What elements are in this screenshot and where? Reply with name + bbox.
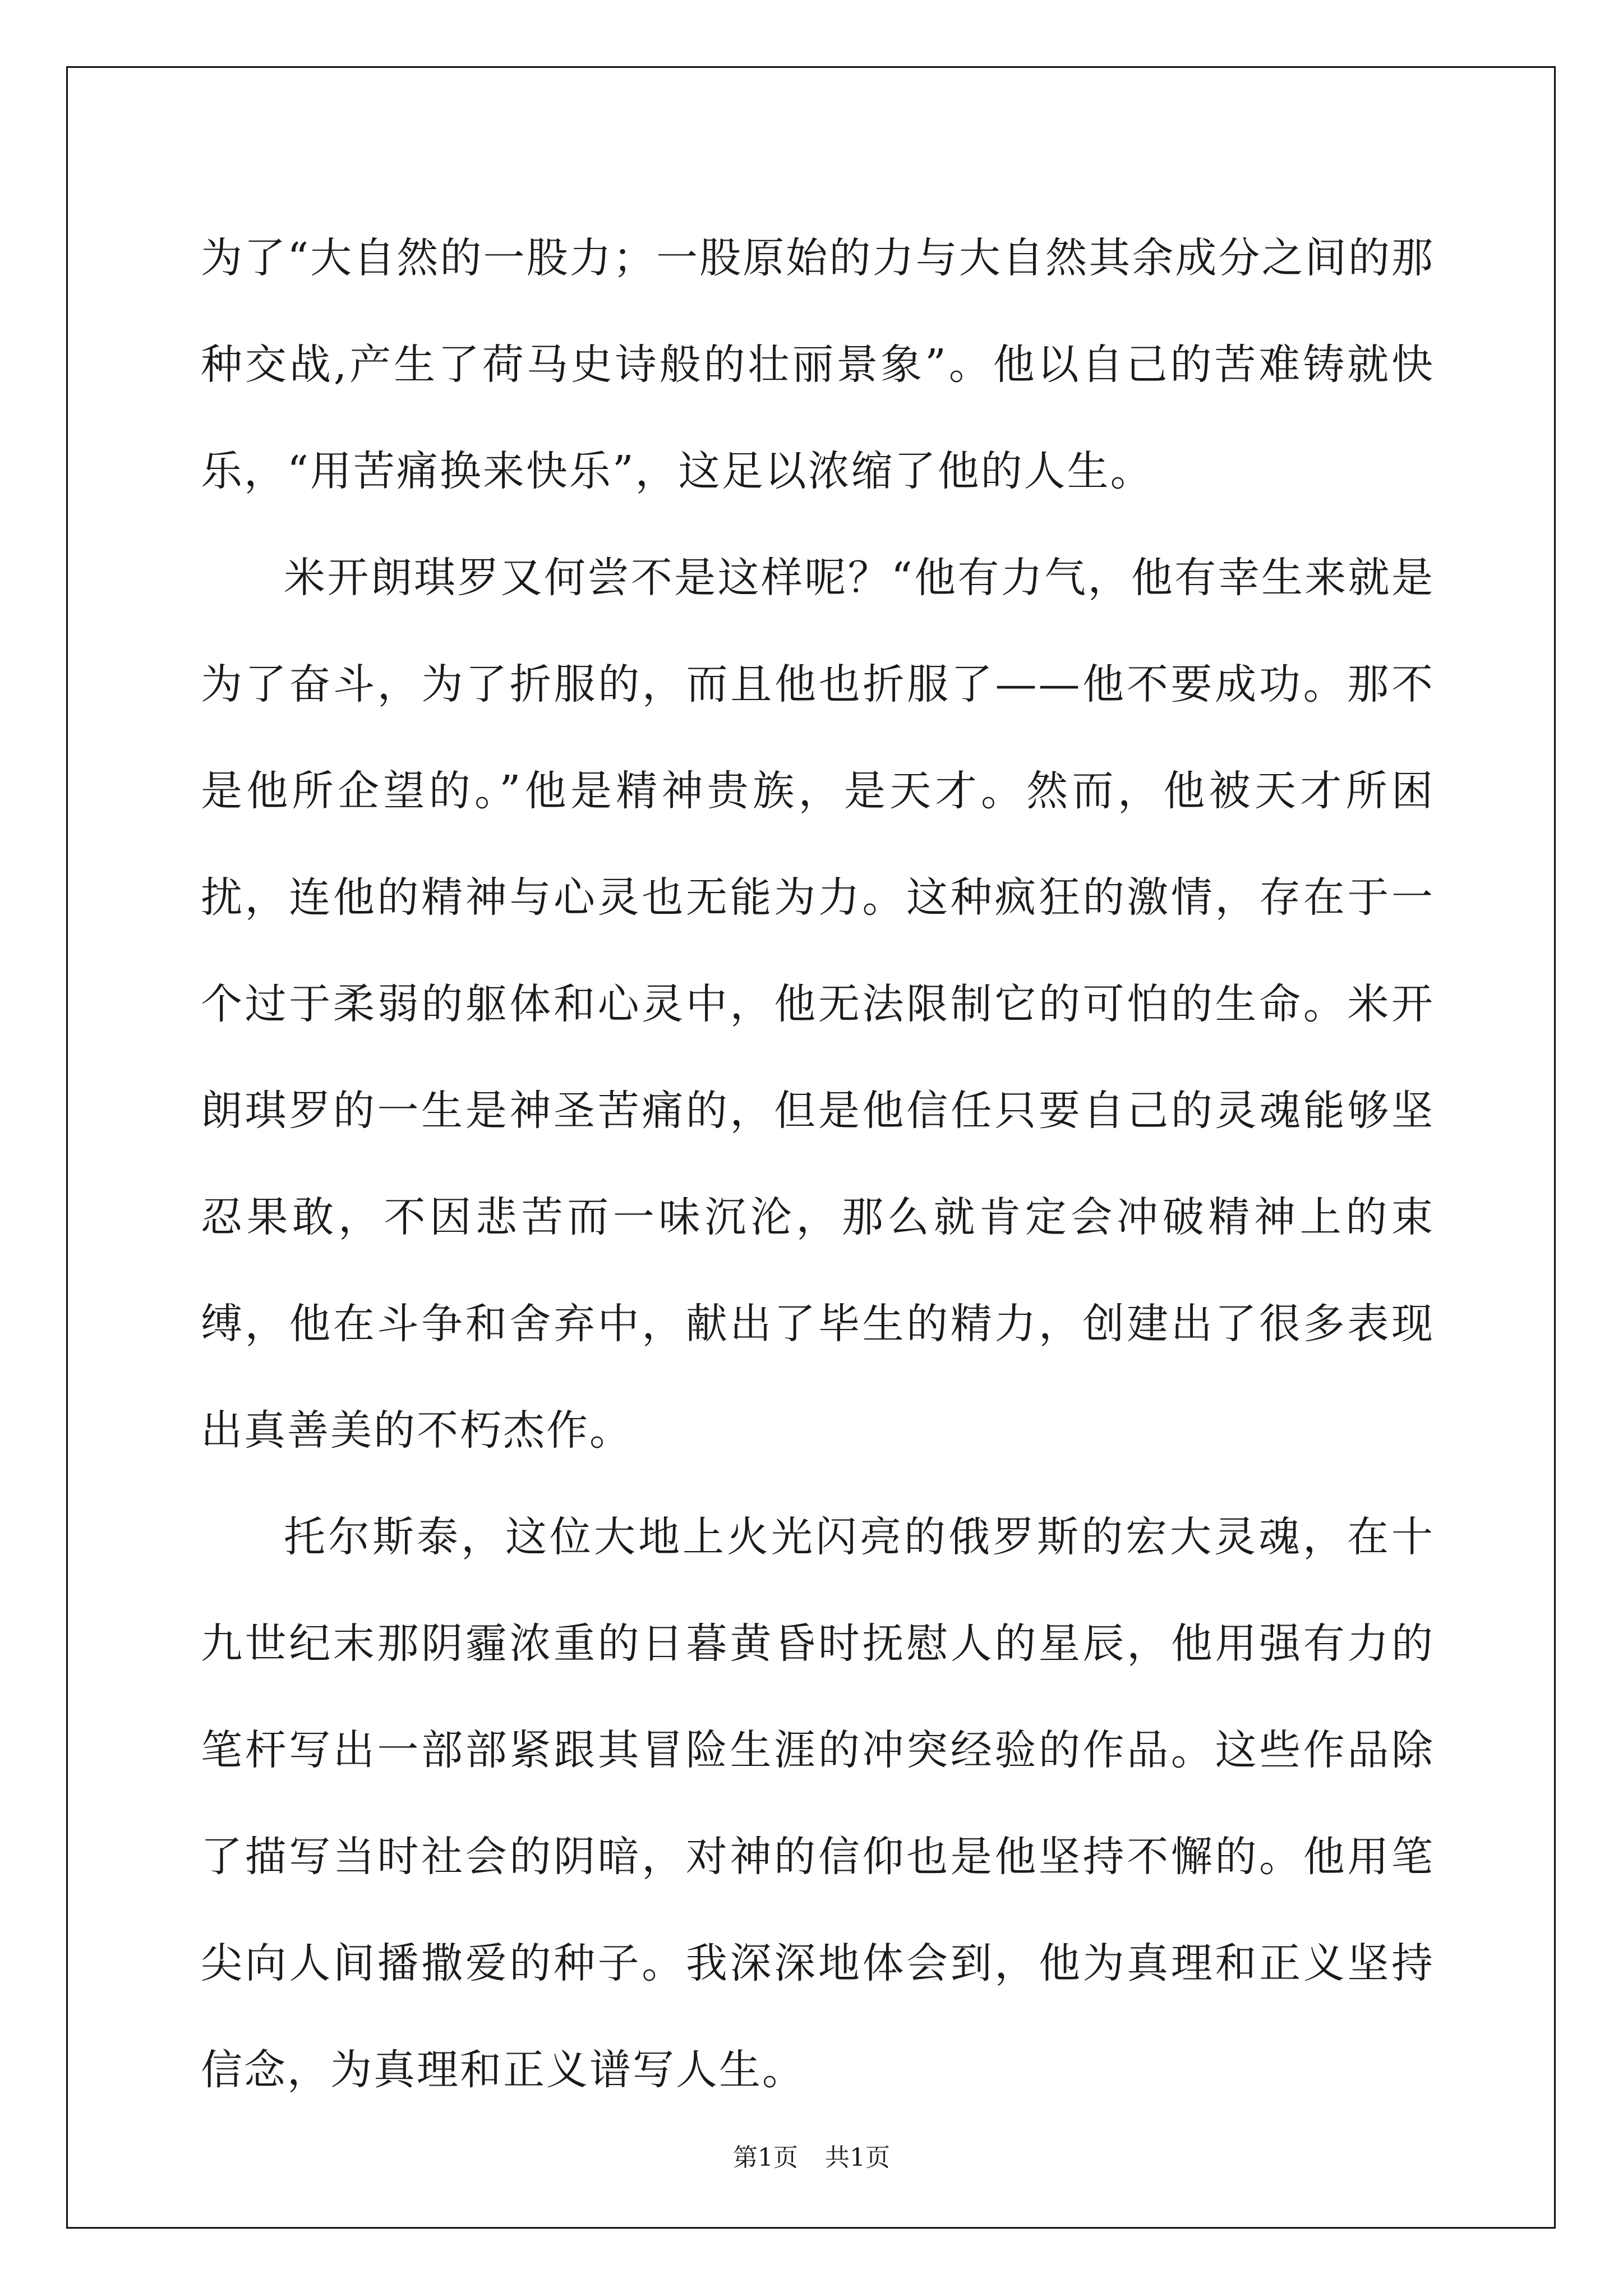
paragraph-michelangelo: 米开朗琪罗又何尝不是这样呢？“他有力气，他有幸生来就是为了奋斗，为了折服的，而且他也折服了——他不要成功。那不是他所企望的。”他是精神贵族，是天才。然而，他被天才所困扰，连他的精神与心灵也无能为力。这种疯狂的激情，存在于一个过于柔弱的躯体和心灵中，他无法限制它的可怕的生命。米开朗琪罗的一生是神圣苦痛的，但是他信任只要自己的灵魂能够坚忍果敢，不因悲苦而一味沉沦，那么就肯定会冲破精神上的束缚，他在斗争和舍弃中，献出了毕生的精力，创建出了很多表现出真善美的不朽杰作。 bbox=[201, 554, 1435, 1455]
document-body bbox=[201, 205, 1435, 2123]
page-number: 第1页 bbox=[733, 2143, 798, 2172]
page-footer bbox=[0, 2137, 1623, 2173]
paragraph-tolstoy: 托尔斯泰，这位大地上火光闪亮的俄罗斯的宏大灵魂，在十九世纪末那阴霾浓重的日暮黄昏时抚慰人的星辰，他用强有力的笔杆写出一部部紧跟其冒险生涯的冲突经验的作品。这些作品除了描写当时社会的阴暗，对神的信仰也是他坚持不懈的。他用笔尖向人间播撒爱的种子。我深深地体会到，他为真理和正义坚持信念，为真理和正义谱写人生。 bbox=[201, 1513, 1435, 2094]
page-total: 共1页 bbox=[825, 2143, 890, 2172]
paragraph-continuation: 为了“大自然的一股力；一股原始的力与大自然其余成分之间的那种交战,产生了荷马史诗般的壮丽景象”。他以自己的苦难铸就快乐，“用苦痛换来快乐”，这足以浓缩了他的人生。 bbox=[201, 234, 1435, 495]
